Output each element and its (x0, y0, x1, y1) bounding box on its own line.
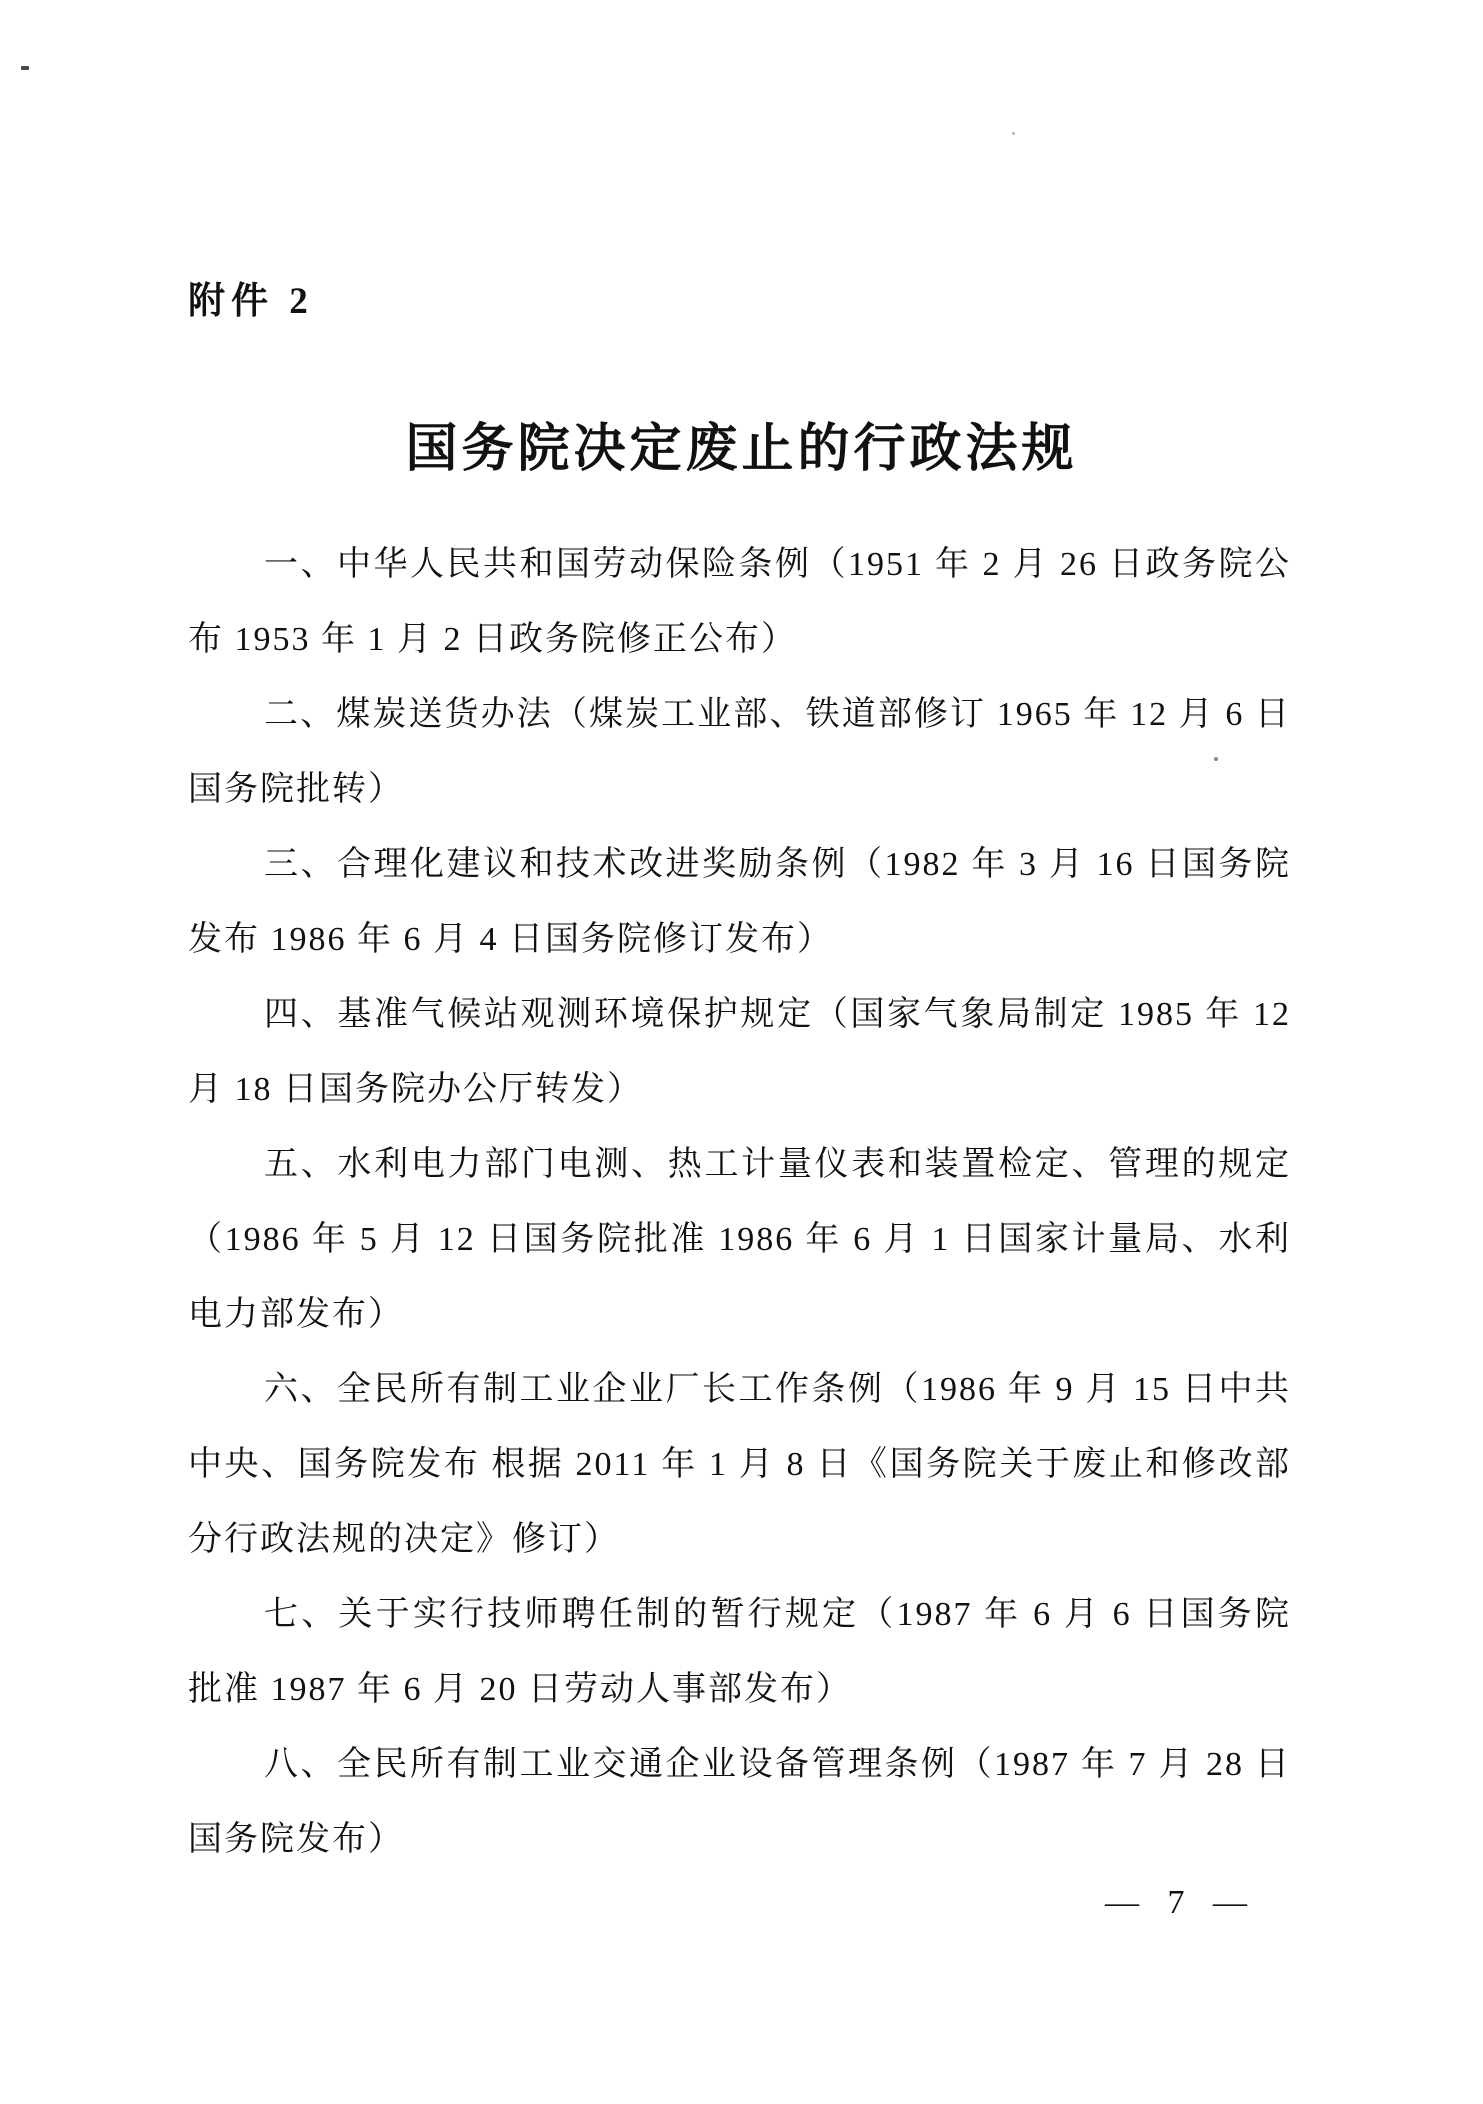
scan-speck (1012, 132, 1015, 135)
document-title: 国务院决定废止的行政法规 (405, 421, 1078, 478)
list-item-6: 六、全民所有制工业企业厂长工作条例（1986 年 9 月 15 日中共中央、国务院发布 根据 2011 年 1 月 8 日《国务院关于废止和修改部分行政法规的决定》修订） (188, 1371, 1291, 1558)
attachment-label: 附件 2 (188, 281, 314, 322)
list-item-8: 八、全民所有制工业交通企业设备管理条例（1987 年 7 月 28 日国务院发布） (188, 1746, 1291, 1858)
page-number: — 7 — (1105, 1884, 1257, 1921)
list-item-4: 四、基准气候站观测环境保护规定（国家气象局制定 1985 年 12 月 18 日国务院办公厅转发） (188, 996, 1291, 1108)
list-item-7: 七、关于实行技师聘任制的暂行规定（1987 年 6 月 6 日国务院批准 1987 年 6 月 20 日劳动人事部发布） (188, 1596, 1291, 1708)
list-item-3: 三、合理化建议和技术改进奖励条例（1982 年 3 月 16 日国务院发布 1986 年 6 月 4 日国务院修订发布） (188, 846, 1291, 958)
document-body (188, 527, 1291, 1877)
scan-speck (21, 66, 29, 70)
list-item-2: 二、煤炭送货办法（煤炭工业部、铁道部修订 1965 年 12 月 6 日国务院批转） (188, 696, 1291, 808)
list-item-1: 一、中华人民共和国劳动保险条例（1951 年 2 月 26 日政务院公布 1953 年 1 月 2 日政务院修正公布） (188, 546, 1291, 658)
list-item-5: 五、水利电力部门电测、热工计量仪表和装置检定、管理的规定（1986 年 5 月 12 日国务院批准 1986 年 6 月 1 日国家计量局、水利电力部发布） (188, 1146, 1291, 1333)
